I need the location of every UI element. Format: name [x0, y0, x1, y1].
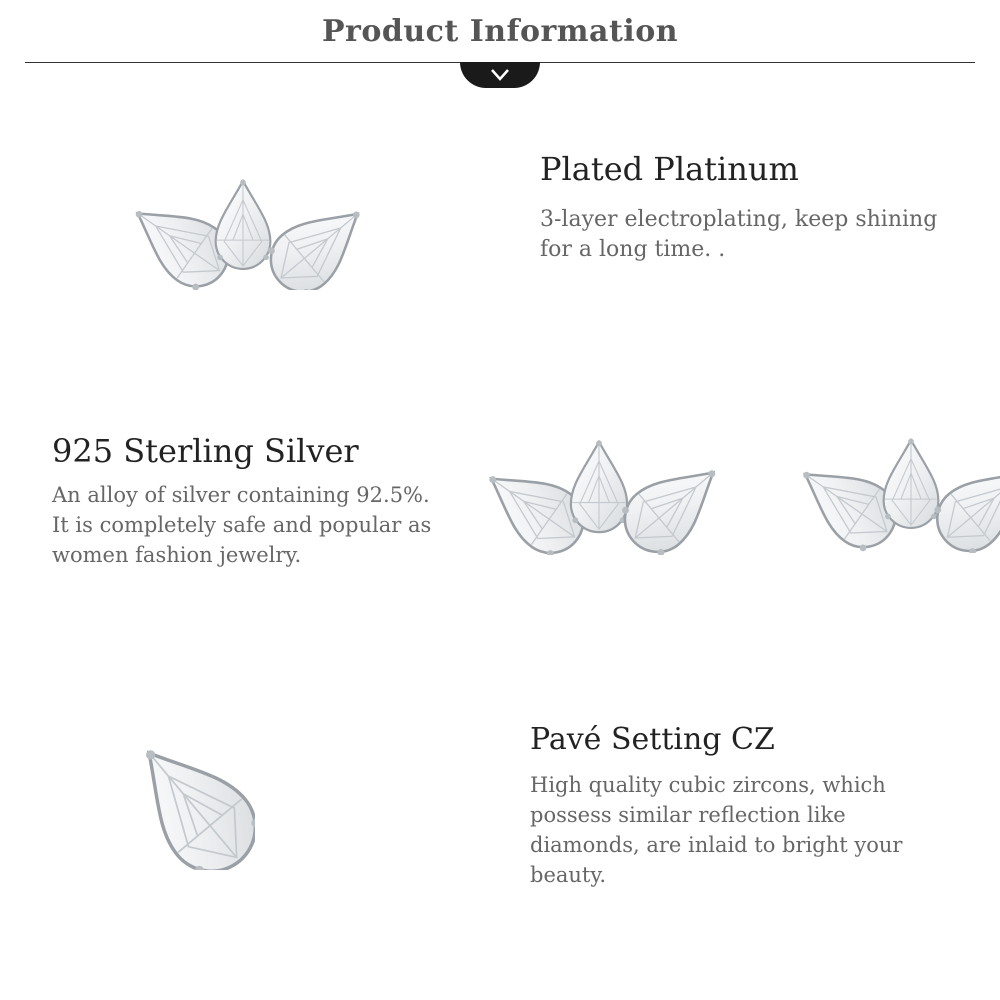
feature-text-pave-setting: High quality cubic zircons, which possess similar reflection like diamonds, are inlaid to bright your beauty. — [530, 773, 903, 887]
feature-text-sterling-silver: An alloy of silver containing 92.5%. It is completely safe and popular as women fashion jewelry. — [52, 483, 432, 567]
feature-title-pave-setting: Pavé Setting CZ — [530, 722, 775, 757]
earring-image — [478, 430, 728, 555]
feature-title-sterling-silver: 925 Sterling Silver — [52, 432, 359, 470]
earring-image — [795, 428, 1000, 553]
chevron-down-icon — [490, 67, 510, 81]
earring-image — [125, 170, 375, 290]
earring-closeup-image — [130, 720, 255, 870]
scroll-down-tab[interactable] — [460, 62, 540, 88]
feature-text-plated-platinum: 3-layer electroplating, keep shining for a long time. . — [540, 207, 938, 262]
feature-title-plated-platinum: Plated Platinum — [540, 150, 799, 188]
page-title: Product Information — [321, 14, 679, 49]
